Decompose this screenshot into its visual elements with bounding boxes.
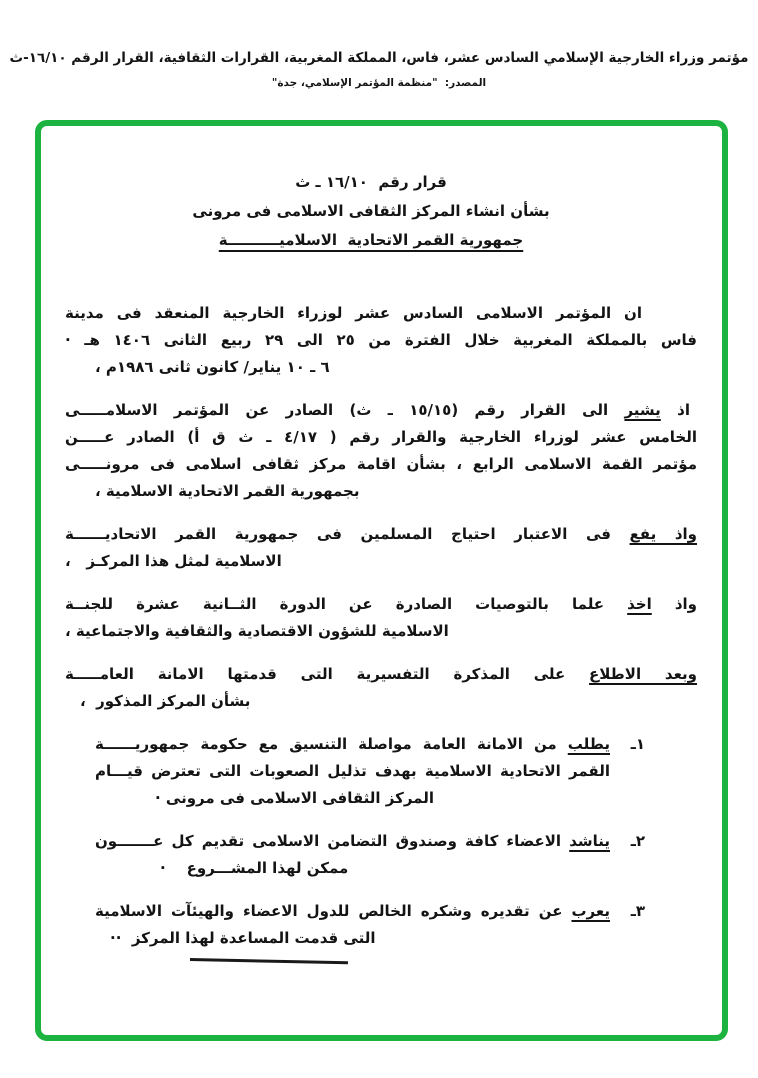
underlined-phrase: يطلب <box>567 735 610 753</box>
text-line: واذ اخذ علما بالتوصيات الصادرة عن الدورة الثــانية عشرة للجنــة <box>65 595 698 613</box>
text-line: ٦ ـ ١٠ يناير/ كانون ثانى ١٩٨٦م ، <box>95 358 330 376</box>
title-line-country: جمهورية القمر الاتحادية الاسلاميــــــــــة <box>218 231 524 249</box>
underlined-phrase: يشير <box>624 401 661 419</box>
text-line: فاس بالمملكة المغربية خلال الفترة من ٢٥ الى ٢٩ ربيع الثانى ١٤٠٦ هـ · <box>65 331 698 349</box>
text-line: واذ يفع فى الاعتبار احتياج المسلمين فى جمهورية القمر الاتحاديــــــة <box>65 525 697 543</box>
source-line: المصدر: "منظمة المؤتمر الإسلامي، جدة" <box>271 77 487 89</box>
text-line: الخامس عشر لوزراء الخارجية والقرار رقم ( ٤/١٧ ـ ث ق أ) الصادر عـــــن <box>65 428 698 446</box>
title-line-subject: بشأن انشاء المركز الثقافى الاسلامى فى مرونى <box>192 202 550 220</box>
underlined-phrase: يعرب <box>571 902 610 920</box>
text-line: التى قدمت المساعدة لهذا المركز ·· <box>110 929 376 947</box>
item-number: ٢ـ <box>630 832 645 850</box>
text-line: اذ يشير الى القرار رقم (١٥/١٥ ـ ث) الصادر عن المؤتمر الاسلامـــــى <box>65 401 691 419</box>
underlined-phrase: يناشد <box>569 832 610 850</box>
paragraph <box>65 300 697 381</box>
numbered-item <box>65 731 697 812</box>
numbered-item <box>65 828 697 882</box>
text-line: مؤتمر القمة الاسلامى الرابع ، بشأن اقامة مركز ثقافى اسلامى فى مرونـــــى <box>65 455 697 473</box>
text-line: يطلب من الامانة العامة مواصلة التنسيق مع حكومة جمهوريــــــة <box>95 735 610 753</box>
text-line: يعرب عن تقديره وشكره الخالص للدول الاعضاء والهيئآت الاسلامية <box>95 902 610 920</box>
citation-header <box>8 50 750 89</box>
text-line: الاسلامية لمثل هذا المركـز ، <box>65 552 282 570</box>
paragraph <box>65 661 697 715</box>
item-number: ١ـ <box>630 735 645 753</box>
text-line: يناشد الاعضاء كافة وصندوق التضامن الاسلامى تقديم كل عـــــــون <box>95 832 610 850</box>
document-title <box>181 168 561 255</box>
text-line: الاسلامية للشؤون الاقتصادية والثقافية والاجتماعية ، <box>65 622 449 640</box>
underlined-phrase: اخذ <box>627 595 652 613</box>
paragraph <box>65 521 697 575</box>
underlined-phrase: واذ يفع <box>629 525 697 543</box>
paragraph <box>65 591 697 645</box>
numbered-item <box>65 898 697 952</box>
text-line: المركز الثقافى الاسلامى فى مرونى · <box>155 789 435 807</box>
text-line: ممكن لهذا المشـــروع · <box>160 859 349 877</box>
text-line: وبعد الاطلاع على المذكرة التفسيرية التى قدمتها الامانة العامـــــة <box>65 665 698 683</box>
paragraph <box>65 397 697 505</box>
title-line-decision-number: قرار رقم ١٦/١٠ ـ ث <box>295 173 447 191</box>
text-line: بشأن المركز المذكور ، <box>80 692 251 710</box>
citation-line: مؤتمر وزراء الخارجية الإسلامي السادس عشر، فاس، المملكة المغربية، القرارات الثقافية، القرار الرقم ١٦/١٠-ث <box>9 50 749 66</box>
text-line: ان المؤتمر الاسلامى السادس عشر لوزراء الخارجية المنعقد فى مدينة <box>65 304 642 322</box>
document-body <box>65 300 697 968</box>
underlined-phrase: وبعد الاطلاع <box>589 665 698 683</box>
text-line: القمر الاتحادية الاسلامية بهدف تذليل الصعوبات التى تعترض قيـــام <box>95 762 610 780</box>
item-number: ٣ـ <box>630 902 645 920</box>
text-line: بجمهورية القمر الاتحادية الاسلامية ، <box>95 482 360 500</box>
document-frame <box>35 120 728 1041</box>
